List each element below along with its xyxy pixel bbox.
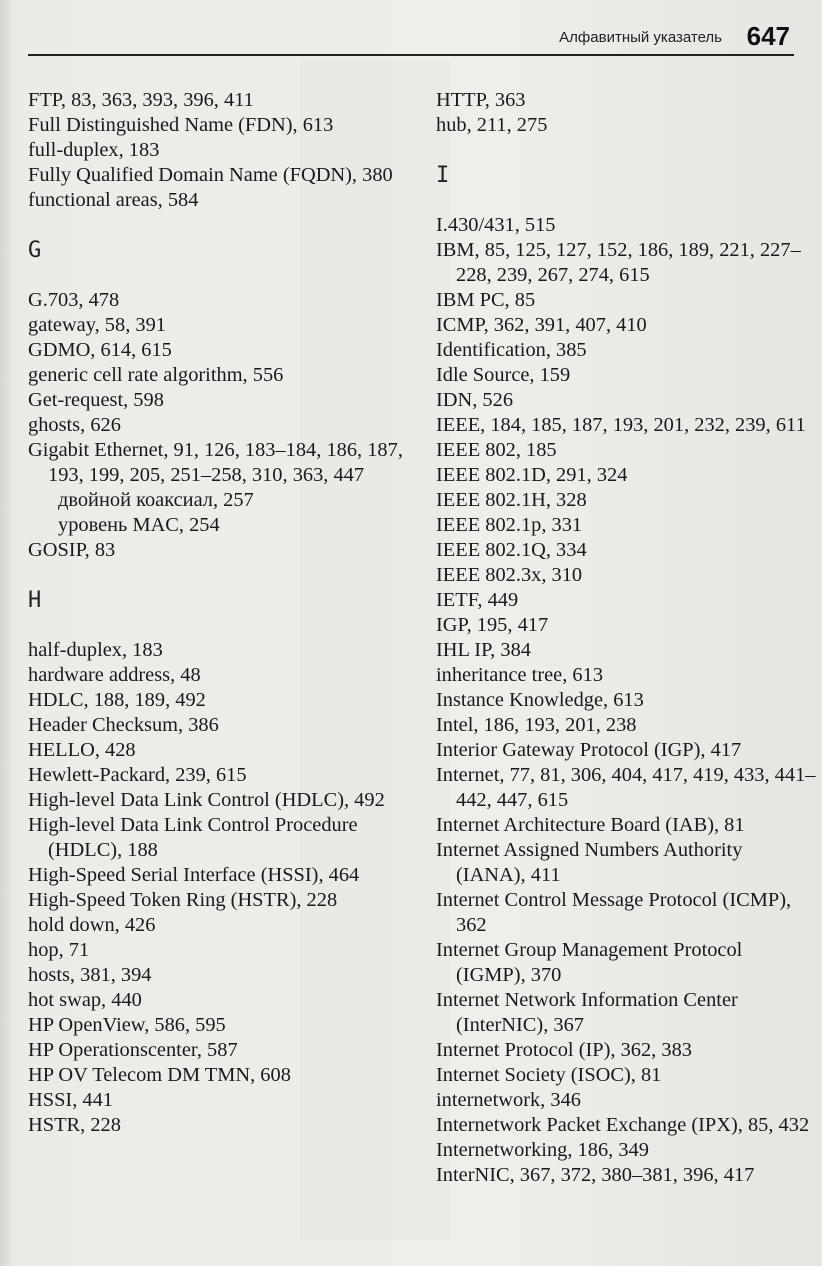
index-entry: gateway, 58, 391 (28, 314, 166, 336)
index-entry: hub, 211, 275 (436, 114, 548, 136)
index-entry: HTTP, 363 (436, 89, 526, 111)
index-entry: High-level Data Link Control Procedure (HDLC), 188 (28, 814, 358, 861)
section-gap (436, 138, 816, 163)
index-entry: Header Checksum, 386 (28, 714, 219, 736)
index-entry: IEEE 802.1H, 328 (436, 489, 587, 511)
index-entry: Full Distinguished Name (FDN), 613 (28, 114, 334, 136)
index-entry: IEEE 802.1Q, 334 (436, 539, 587, 561)
section-letter: I (436, 163, 450, 188)
index-entry: IEEE 802.1p, 331 (436, 514, 583, 536)
index-entry: High-level Data Link Control (HDLC), 492 (28, 789, 385, 811)
index-entry: Internet Society (ISOC), 81 (436, 1064, 662, 1086)
index-entry: I.430/431, 515 (436, 214, 556, 236)
section-gap (28, 213, 414, 238)
index-entry: IBM PC, 85 (436, 289, 536, 311)
section-letter: G (28, 238, 42, 263)
index-entry: Intel, 186, 193, 201, 238 (436, 714, 637, 736)
index-entry: hardware address, 48 (28, 664, 201, 686)
index-entry: Instance Knowledge, 613 (436, 689, 644, 711)
index-entry: hold down, 426 (28, 914, 156, 936)
section-letter: H (28, 588, 42, 613)
index-entry: Idle Source, 159 (436, 364, 571, 386)
index-entry: Internet Protocol (IP), 362, 383 (436, 1039, 692, 1061)
index-entry: HP OV Telecom DM TMN, 608 (28, 1064, 291, 1086)
index-entry: IBM, 85, 125, 127, 152, 186, 189, 221, 227–228, 239, 267, 274, 615 (436, 239, 801, 286)
index-entry: HSSI, 441 (28, 1089, 113, 1111)
index-entry: Internet Assigned Numbers Authority (IANA), 411 (436, 839, 743, 886)
index-entry: Internet Control Message Protocol (ICMP), 362 (436, 889, 792, 936)
index-entry: ICMP, 362, 391, 407, 410 (436, 314, 647, 336)
index-entry: hot swap, 440 (28, 989, 142, 1011)
index-entry: internetwork, 346 (436, 1089, 581, 1111)
running-head (28, 20, 794, 56)
index-entry: ghosts, 626 (28, 414, 121, 436)
index-entry: HP Operationscenter, 587 (28, 1039, 238, 1061)
index-entry: IGP, 195, 417 (436, 614, 549, 636)
running-head-title: Алфавитный указатель (559, 29, 722, 46)
index-entry: functional areas, 584 (28, 189, 199, 211)
index-entry: Fully Qualified Domain Name (FQDN), 380 (28, 164, 393, 186)
index-entry: generic cell rate algorithm, 556 (28, 364, 284, 386)
index-entry: Hewlett-Packard, 239, 615 (28, 764, 247, 786)
index-entry: Interior Gateway Protocol (IGP), 417 (436, 739, 742, 761)
index-entry: GDMO, 614, 615 (28, 339, 172, 361)
index-entry: IETF, 449 (436, 589, 519, 611)
index-entry: IEEE, 184, 185, 187, 193, 201, 232, 239, 611 (436, 414, 806, 436)
index-subentry: уровень MAC, 254 (58, 514, 220, 536)
index-entry: IHL IP, 384 (436, 639, 531, 661)
index-entry: full-duplex, 183 (28, 139, 160, 161)
index-entry: HDLC, 188, 189, 492 (28, 689, 206, 711)
section-gap (28, 263, 414, 288)
index-entry: IEEE 802, 185 (436, 439, 557, 461)
index-subentry: двойной коаксиал, 257 (58, 489, 254, 511)
index-entry: FTP, 83, 363, 393, 396, 411 (28, 89, 254, 111)
index-entry: Internet, 77, 81, 306, 404, 417, 419, 433, 441–442, 447, 615 (436, 764, 816, 811)
page-number: 647 (746, 21, 790, 51)
index-entry: Internetworking, 186, 349 (436, 1139, 649, 1161)
index-entry: half-duplex, 183 (28, 639, 163, 661)
index-column-right (436, 88, 816, 1188)
index-entry: InterNIC, 367, 372, 380–381, 396, 417 (436, 1164, 755, 1186)
index-entry: IEEE 802.3x, 310 (436, 564, 583, 586)
index-entry: HELLO, 428 (28, 739, 136, 761)
index-entry: HSTR, 228 (28, 1114, 121, 1136)
index-entry: hosts, 381, 394 (28, 964, 152, 986)
index-entry: Identification, 385 (436, 339, 587, 361)
section-gap (28, 563, 414, 588)
index-entry: High-Speed Serial Interface (HSSI), 464 (28, 864, 360, 886)
section-gap (436, 188, 816, 213)
index-column-left (28, 88, 414, 1138)
index-entry: Internet Network Information Center (InterNIC), 367 (436, 989, 738, 1036)
index-entry: Internet Architecture Board (IAB), 81 (436, 814, 745, 836)
index-entry: hop, 71 (28, 939, 90, 961)
index-entry: IDN, 526 (436, 389, 514, 411)
index-entry: HP OpenView, 586, 595 (28, 1014, 226, 1036)
index-entry: Internetwork Packet Exchange (IPX), 85, 432 (436, 1114, 810, 1136)
index-entry: Gigabit Ethernet, 91, 126, 183–184, 186, 187, 193, 199, 205, 251–258, 310, 363, 447 (28, 439, 403, 486)
index-entry: IEEE 802.1D, 291, 324 (436, 464, 628, 486)
index-entry: G.703, 478 (28, 289, 120, 311)
index-entry: inheritance tree, 613 (436, 664, 604, 686)
index-entry: Internet Group Management Protocol (IGMP), 370 (436, 939, 743, 986)
section-gap (28, 613, 414, 638)
index-entry: High-Speed Token Ring (HSTR), 228 (28, 889, 338, 911)
index-entry: GOSIP, 83 (28, 539, 116, 561)
index-entry: Get-request, 598 (28, 389, 164, 411)
